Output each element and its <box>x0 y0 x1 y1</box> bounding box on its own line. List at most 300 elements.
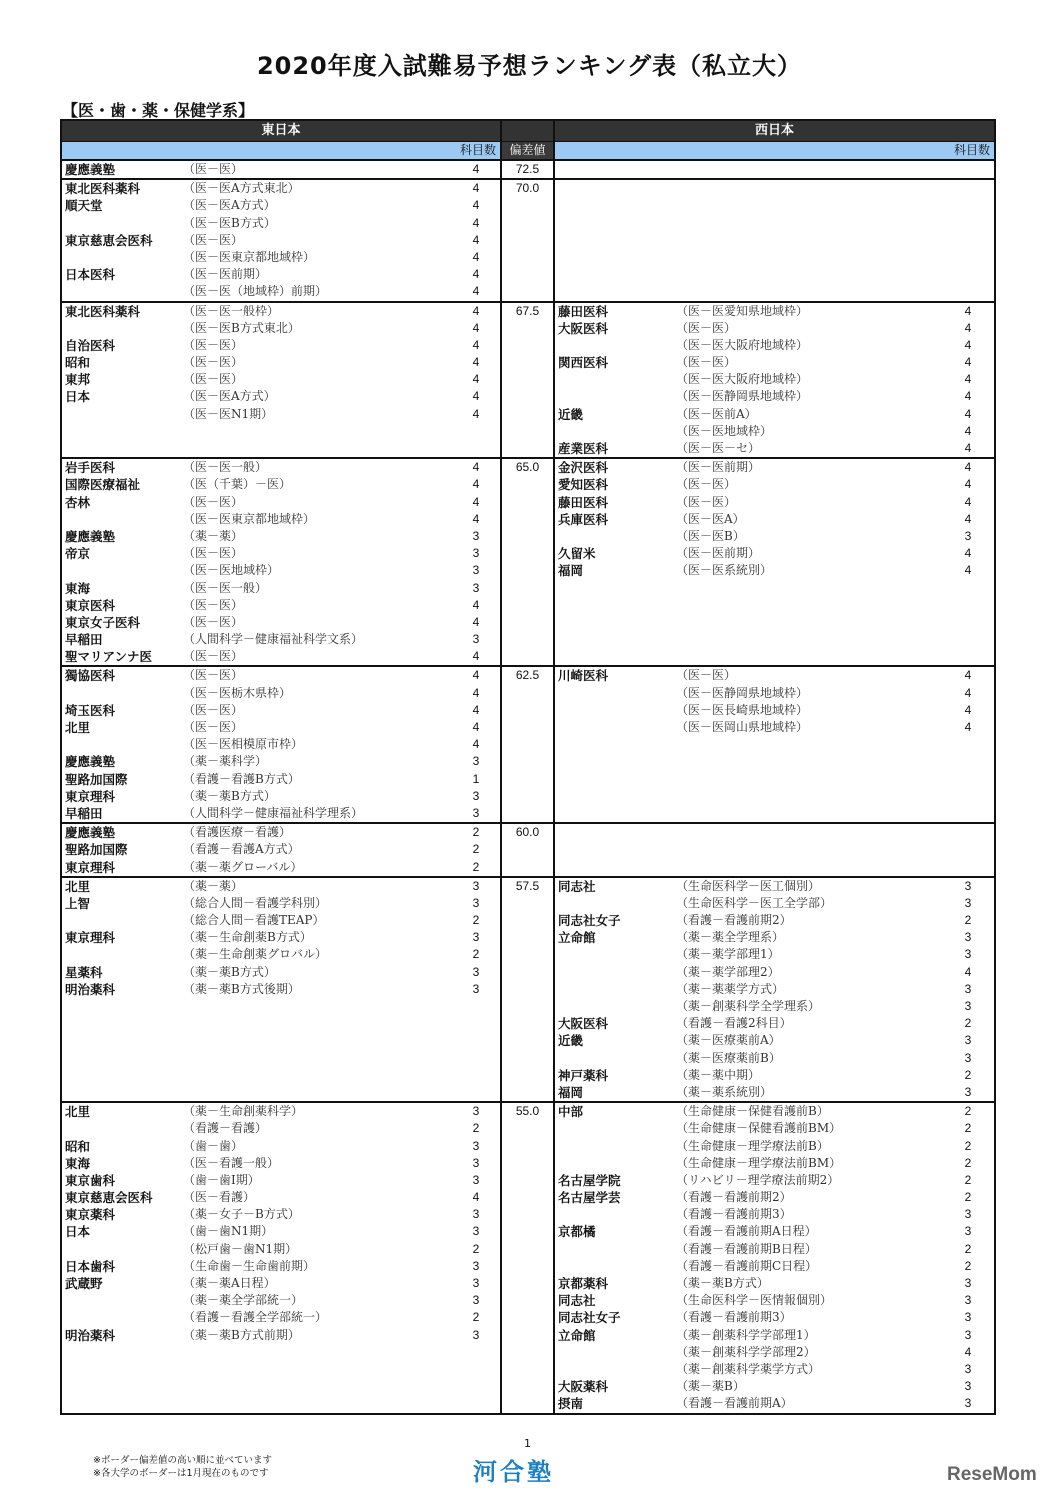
department-name <box>183 1050 452 1067</box>
department-name: （薬－薬A日程） <box>183 1276 276 1291</box>
department-name <box>183 1361 452 1378</box>
university-name <box>555 1138 676 1155</box>
subject-count: 4 <box>472 614 480 629</box>
department-name: （医－医前期） <box>676 460 761 475</box>
subject-count: 4 <box>472 303 480 318</box>
subject-count <box>942 805 994 822</box>
university-name: 北里 <box>65 720 91 736</box>
subject-count: 4 <box>964 441 972 456</box>
department-name <box>676 631 942 648</box>
subject-count: 4 <box>964 511 972 526</box>
subject-count: 4 <box>472 320 480 335</box>
subject-count: 4 <box>472 267 480 282</box>
department-name: （薬－生命創薬グロバル） <box>183 947 328 962</box>
subject-count: 2 <box>472 1121 480 1136</box>
department-name: （人間科学－健康福祉科学文系） <box>183 632 364 647</box>
department-name: （看護－看護全学部統一） <box>183 1310 328 1325</box>
subject-count <box>942 161 994 178</box>
subject-count: 4 <box>472 649 480 664</box>
east-column <box>62 459 500 665</box>
university-name <box>555 580 676 597</box>
table-row <box>555 1378 994 1395</box>
table-row <box>62 1241 500 1258</box>
score-value: 72.5 <box>500 161 555 178</box>
department-name: （薬－女子－B方式） <box>183 1207 300 1222</box>
department-name: （松戸歯－歯N1期） <box>183 1241 298 1256</box>
university-name: 福岡 <box>558 563 584 579</box>
subject-count: 3 <box>472 788 480 803</box>
subject-count: 4 <box>472 685 480 700</box>
subject-count <box>452 1378 500 1395</box>
table-row <box>555 614 994 631</box>
west-column <box>555 161 994 178</box>
table-row <box>555 736 994 753</box>
university-name: 立命館 <box>558 1327 596 1343</box>
subject-count: 4 <box>472 162 480 176</box>
department-name: （医－医栃木県枠） <box>183 685 292 700</box>
university-name: 埼玉医科 <box>65 702 116 718</box>
table-row <box>62 388 500 405</box>
department-name: （医－医） <box>183 355 244 370</box>
department-name: （医－医） <box>183 162 244 176</box>
university-name: 日本歯科 <box>65 1258 116 1274</box>
university-name: 東北医科薬科 <box>65 303 141 319</box>
table-row <box>555 580 994 597</box>
table-row <box>62 1378 500 1395</box>
subject-count: 3 <box>472 1138 480 1153</box>
university-name: 聖マリアンナ医 <box>65 649 153 665</box>
university-name <box>62 1032 183 1049</box>
university-name <box>555 215 676 232</box>
table-row <box>555 545 994 562</box>
table-row <box>62 354 500 371</box>
table-row <box>555 266 994 283</box>
east-column <box>62 161 500 178</box>
university-name: 東京慈恵会医科 <box>65 232 153 248</box>
department-name: （薬－薬） <box>183 528 244 543</box>
subject-count: 3 <box>472 878 480 893</box>
university-name: 北里 <box>65 878 91 894</box>
department-name: （看護－看護2科目） <box>676 1016 792 1031</box>
subject-count: 4 <box>964 477 972 492</box>
subject-count <box>942 580 994 597</box>
subject-count <box>942 597 994 614</box>
table-row <box>62 719 500 736</box>
university-name: 星薬科 <box>65 964 103 980</box>
subject-count: 4 <box>472 511 480 526</box>
table-row <box>62 895 500 912</box>
university-name <box>62 1120 183 1137</box>
subject-count: 4 <box>472 232 480 247</box>
subject-count: 3 <box>964 1033 972 1048</box>
subject-count: 4 <box>964 964 972 979</box>
department-name: （薬－医療薬前B） <box>676 1050 781 1065</box>
department-name: （薬－医療薬前A） <box>676 1033 781 1048</box>
subject-count <box>942 859 994 876</box>
subject-count: 3 <box>472 546 480 561</box>
department-name: （看護－看護） <box>183 1121 268 1136</box>
university-name: 杏林 <box>65 494 91 510</box>
subject-count: 3 <box>964 895 972 910</box>
subject-count <box>942 283 994 300</box>
department-name: （薬－薬B） <box>676 1379 745 1394</box>
department-name: （人間科学－健康福祉科学理系） <box>183 805 364 820</box>
department-name: （医－医B） <box>676 528 745 543</box>
subject-count: 3 <box>964 1396 972 1411</box>
table-row <box>62 912 500 929</box>
table-row <box>62 648 500 665</box>
west-column <box>555 667 994 822</box>
east-subjects-header: 科目数 <box>459 143 496 157</box>
university-name: 慶應義塾 <box>65 162 116 177</box>
department-name <box>676 283 942 300</box>
score-group <box>62 161 994 180</box>
university-name: 立命館 <box>558 930 596 946</box>
university-name: 福岡 <box>558 1084 584 1100</box>
subject-count <box>942 824 994 841</box>
subject-count <box>452 423 500 440</box>
table-row <box>62 859 500 876</box>
department-name: （薬－創薬科学学部理2） <box>676 1344 816 1359</box>
university-name <box>62 423 183 440</box>
department-name <box>676 266 942 283</box>
department-name: （医－医東京都地域枠） <box>183 511 316 526</box>
department-name <box>183 1395 452 1412</box>
university-name: 大阪薬科 <box>558 1379 609 1395</box>
table-row <box>555 1103 994 1120</box>
university-name <box>62 912 183 929</box>
west-subjects-header: 科目数 <box>953 143 990 157</box>
university-name: 日本 <box>65 389 91 405</box>
subject-count: 2 <box>964 1155 972 1170</box>
score-group <box>62 180 994 302</box>
subject-count: 3 <box>964 1327 972 1342</box>
subject-count: 3 <box>472 1155 480 1170</box>
table-row <box>62 1223 500 1240</box>
university-name: 日本 <box>65 1224 91 1240</box>
table-row <box>62 1138 500 1155</box>
university-name: 慶應義塾 <box>65 528 116 544</box>
university-name: 久留米 <box>558 546 596 562</box>
subject-count: 3 <box>964 1224 972 1239</box>
table-row <box>62 423 500 440</box>
subject-count: 3 <box>472 563 480 578</box>
table-row <box>62 406 500 423</box>
score-value: 62.5 <box>500 667 555 822</box>
department-name: （医－医A方式東北） <box>183 181 300 196</box>
score-value: 55.0 <box>500 1103 555 1412</box>
department-name <box>676 841 942 858</box>
subject-count: 3 <box>964 1050 972 1065</box>
subject-count: 2 <box>964 1016 972 1031</box>
score-value: 57.5 <box>500 878 555 1101</box>
department-name <box>183 1344 452 1361</box>
department-name: （医－医） <box>183 597 244 612</box>
department-name: （総合人間－看護TEAP） <box>183 913 325 928</box>
table-row <box>555 667 994 684</box>
subject-count: 4 <box>472 737 480 752</box>
subject-count: 4 <box>472 597 480 612</box>
table-row <box>62 562 500 579</box>
university-name <box>555 1050 676 1067</box>
university-name <box>555 736 676 753</box>
department-name: （歯－歯） <box>183 1138 244 1153</box>
table-row <box>555 1223 994 1240</box>
university-name <box>62 685 183 702</box>
table-row <box>62 841 500 858</box>
table-row <box>555 562 994 579</box>
university-name: 藤田医科 <box>558 494 609 510</box>
university-name: 慶應義塾 <box>65 754 116 770</box>
west-header: 西日本 <box>754 123 794 138</box>
department-name <box>676 215 942 232</box>
table-row <box>555 1138 994 1155</box>
university-name: 武蔵野 <box>65 1276 103 1292</box>
university-name: 北里 <box>65 1104 91 1120</box>
subject-count: 4 <box>964 702 972 717</box>
subject-count: 2 <box>964 1104 972 1119</box>
subject-count: 2 <box>964 1172 972 1187</box>
table-row <box>555 1084 994 1101</box>
subject-count: 1 <box>472 771 480 786</box>
department-name <box>183 1378 452 1395</box>
score-group <box>62 824 994 878</box>
department-name <box>183 1067 452 1084</box>
table-row <box>555 440 994 457</box>
university-name: 同志社 <box>558 878 596 894</box>
region-header-row <box>62 121 994 142</box>
table-row <box>62 685 500 702</box>
department-name: （生命歯－生命歯前期） <box>183 1258 316 1273</box>
table-row <box>62 1103 500 1120</box>
university-name: 摂南 <box>558 1396 584 1412</box>
table-row <box>555 406 994 423</box>
subject-count: 4 <box>964 389 972 404</box>
department-name: （薬－創薬科学学部理1） <box>676 1327 816 1342</box>
university-name: 早稲田 <box>65 632 103 648</box>
university-name: 東京女子医科 <box>65 614 141 630</box>
subject-count: 4 <box>472 198 480 213</box>
university-name: 東京医科 <box>65 597 116 613</box>
west-column <box>555 459 994 665</box>
department-name: （医－医） <box>676 668 737 683</box>
university-name <box>555 197 676 214</box>
table-row <box>62 946 500 963</box>
table-row <box>555 303 994 320</box>
table-row <box>555 1155 994 1172</box>
subject-count: 2 <box>964 1190 972 1205</box>
university-name <box>555 283 676 300</box>
east-header: 東日本 <box>261 123 301 138</box>
department-name <box>676 580 942 597</box>
subject-count: 2 <box>472 825 480 840</box>
table-row <box>555 371 994 388</box>
department-name <box>676 161 942 178</box>
table-row <box>555 597 994 614</box>
subject-count <box>942 788 994 805</box>
university-name: 自治医科 <box>65 337 116 353</box>
university-name <box>62 1395 183 1412</box>
score-group <box>62 303 994 460</box>
university-name: 中部 <box>558 1104 584 1120</box>
department-name: （薬－薬学部理1） <box>676 947 780 962</box>
subject-count: 4 <box>964 685 972 700</box>
university-name: 聖路加国際 <box>65 771 128 787</box>
subject-count: 4 <box>472 337 480 352</box>
resemom-watermark: ReseMom <box>947 1464 1037 1485</box>
department-name: （医－医地域枠） <box>676 423 773 438</box>
university-name <box>62 1084 183 1101</box>
department-name: （医－医岡山県地域枠） <box>676 720 809 735</box>
department-name: （総合人間－看護学科別） <box>183 895 328 910</box>
subject-count <box>452 1361 500 1378</box>
university-name: 京都橘 <box>558 1224 596 1240</box>
university-name: 東京理科 <box>65 859 116 875</box>
table-row <box>555 215 994 232</box>
east-column <box>62 180 500 300</box>
university-name: 獨協医科 <box>65 668 116 684</box>
subject-count: 4 <box>964 423 972 438</box>
department-name: （医－看護） <box>183 1190 256 1205</box>
table-row <box>555 1361 994 1378</box>
subject-count: 4 <box>964 494 972 509</box>
subject-count: 3 <box>472 981 480 996</box>
subject-count: 4 <box>472 702 480 717</box>
university-name: 昭和 <box>65 1138 91 1154</box>
university-name <box>555 337 676 354</box>
table-row <box>62 320 500 337</box>
subject-count: 3 <box>964 878 972 893</box>
table-row <box>62 1032 500 1049</box>
table-row <box>62 1258 500 1275</box>
university-name: 東京理科 <box>65 788 116 804</box>
university-name: 兵庫医科 <box>558 511 609 527</box>
west-column <box>555 824 994 876</box>
subject-count: 2 <box>964 1067 972 1082</box>
table-row <box>555 1067 994 1084</box>
department-name: （看護－看護前期A日程） <box>676 1224 817 1239</box>
department-name: （医－医東京都地域枠） <box>183 249 316 264</box>
department-name: （薬－創薬科学全学理系） <box>676 999 821 1014</box>
university-name: 東京理科 <box>65 930 116 946</box>
department-name: （医－医大阪府地域枠） <box>676 337 809 352</box>
department-name: （医－医A） <box>676 511 745 526</box>
university-name <box>555 685 676 702</box>
subject-count <box>452 1015 500 1032</box>
university-name: 国際医療福祉 <box>65 477 141 493</box>
university-name <box>555 161 676 178</box>
table-row <box>555 648 994 665</box>
subject-count: 4 <box>964 406 972 421</box>
department-name: （薬－薬全学理系） <box>676 930 785 945</box>
table-row <box>555 161 994 178</box>
university-name: 東海 <box>65 1155 91 1171</box>
table-row <box>62 180 500 197</box>
table-row <box>555 719 994 736</box>
department-name <box>676 614 942 631</box>
table-row <box>555 1032 994 1049</box>
subject-count: 2 <box>964 913 972 928</box>
university-name: 明治薬科 <box>65 981 116 997</box>
subject-count <box>942 197 994 214</box>
university-name <box>555 232 676 249</box>
university-name: 明治薬科 <box>65 1327 116 1343</box>
university-name <box>555 266 676 283</box>
department-name: （医－医一般枠） <box>183 303 280 318</box>
university-name <box>62 1067 183 1084</box>
section-heading: 【医・歯・薬・保健学系】 <box>62 101 255 120</box>
subject-count: 2 <box>472 842 480 857</box>
university-name: 名古屋学院 <box>558 1172 621 1188</box>
department-name: （医－医長崎県地域枠） <box>676 702 809 717</box>
table-row <box>62 614 500 631</box>
university-name <box>62 562 183 579</box>
subject-count: 3 <box>964 947 972 962</box>
subject-count: 4 <box>472 494 480 509</box>
subject-count <box>452 1067 500 1084</box>
score-value: 65.0 <box>500 459 555 665</box>
kawaijuku-logo: 河合塾 <box>473 1458 554 1486</box>
subject-count: 3 <box>472 895 480 910</box>
table-row <box>555 981 994 998</box>
subject-count <box>942 648 994 665</box>
table-row <box>555 912 994 929</box>
west-column <box>555 303 994 458</box>
department-name: （医－医前A） <box>676 406 757 421</box>
table-row <box>62 736 500 753</box>
table-row <box>555 320 994 337</box>
subject-count <box>942 232 994 249</box>
subject-count: 3 <box>472 580 480 595</box>
table-row <box>555 859 994 876</box>
subject-count <box>452 1395 500 1412</box>
department-name: （医－医－セ） <box>676 441 761 456</box>
department-name: （薬－薬科学） <box>183 754 268 769</box>
subject-count: 4 <box>472 389 480 404</box>
subject-count <box>942 753 994 770</box>
subject-count: 4 <box>472 406 480 421</box>
table-row <box>555 878 994 895</box>
department-name: （医－医N1期） <box>183 406 274 421</box>
department-name: （薬－生命創薬B方式） <box>183 930 312 945</box>
table-row <box>555 702 994 719</box>
university-name <box>62 1050 183 1067</box>
table-row <box>555 423 994 440</box>
subject-count <box>452 440 500 457</box>
university-name: 川崎医科 <box>558 668 609 684</box>
table-row <box>62 1327 500 1344</box>
university-name <box>555 946 676 963</box>
subject-count: 4 <box>964 668 972 683</box>
table-row <box>555 753 994 770</box>
university-name: 東京歯科 <box>65 1172 116 1188</box>
west-column <box>555 180 994 300</box>
table-row <box>555 1344 994 1361</box>
table-row <box>555 283 994 300</box>
table-row <box>555 1015 994 1032</box>
department-name: （薬－薬B方式） <box>183 964 276 979</box>
department-name: （生命健康－保健看護前BM） <box>676 1121 842 1136</box>
subject-count: 2 <box>472 1310 480 1325</box>
department-name: （看護－看護B方式） <box>183 771 300 786</box>
subject-count: 4 <box>472 477 480 492</box>
university-name <box>555 841 676 858</box>
department-name: （医－医） <box>676 355 737 370</box>
university-name <box>555 702 676 719</box>
table-row <box>62 580 500 597</box>
university-name: 日本医科 <box>65 267 116 283</box>
table-row <box>62 824 500 841</box>
